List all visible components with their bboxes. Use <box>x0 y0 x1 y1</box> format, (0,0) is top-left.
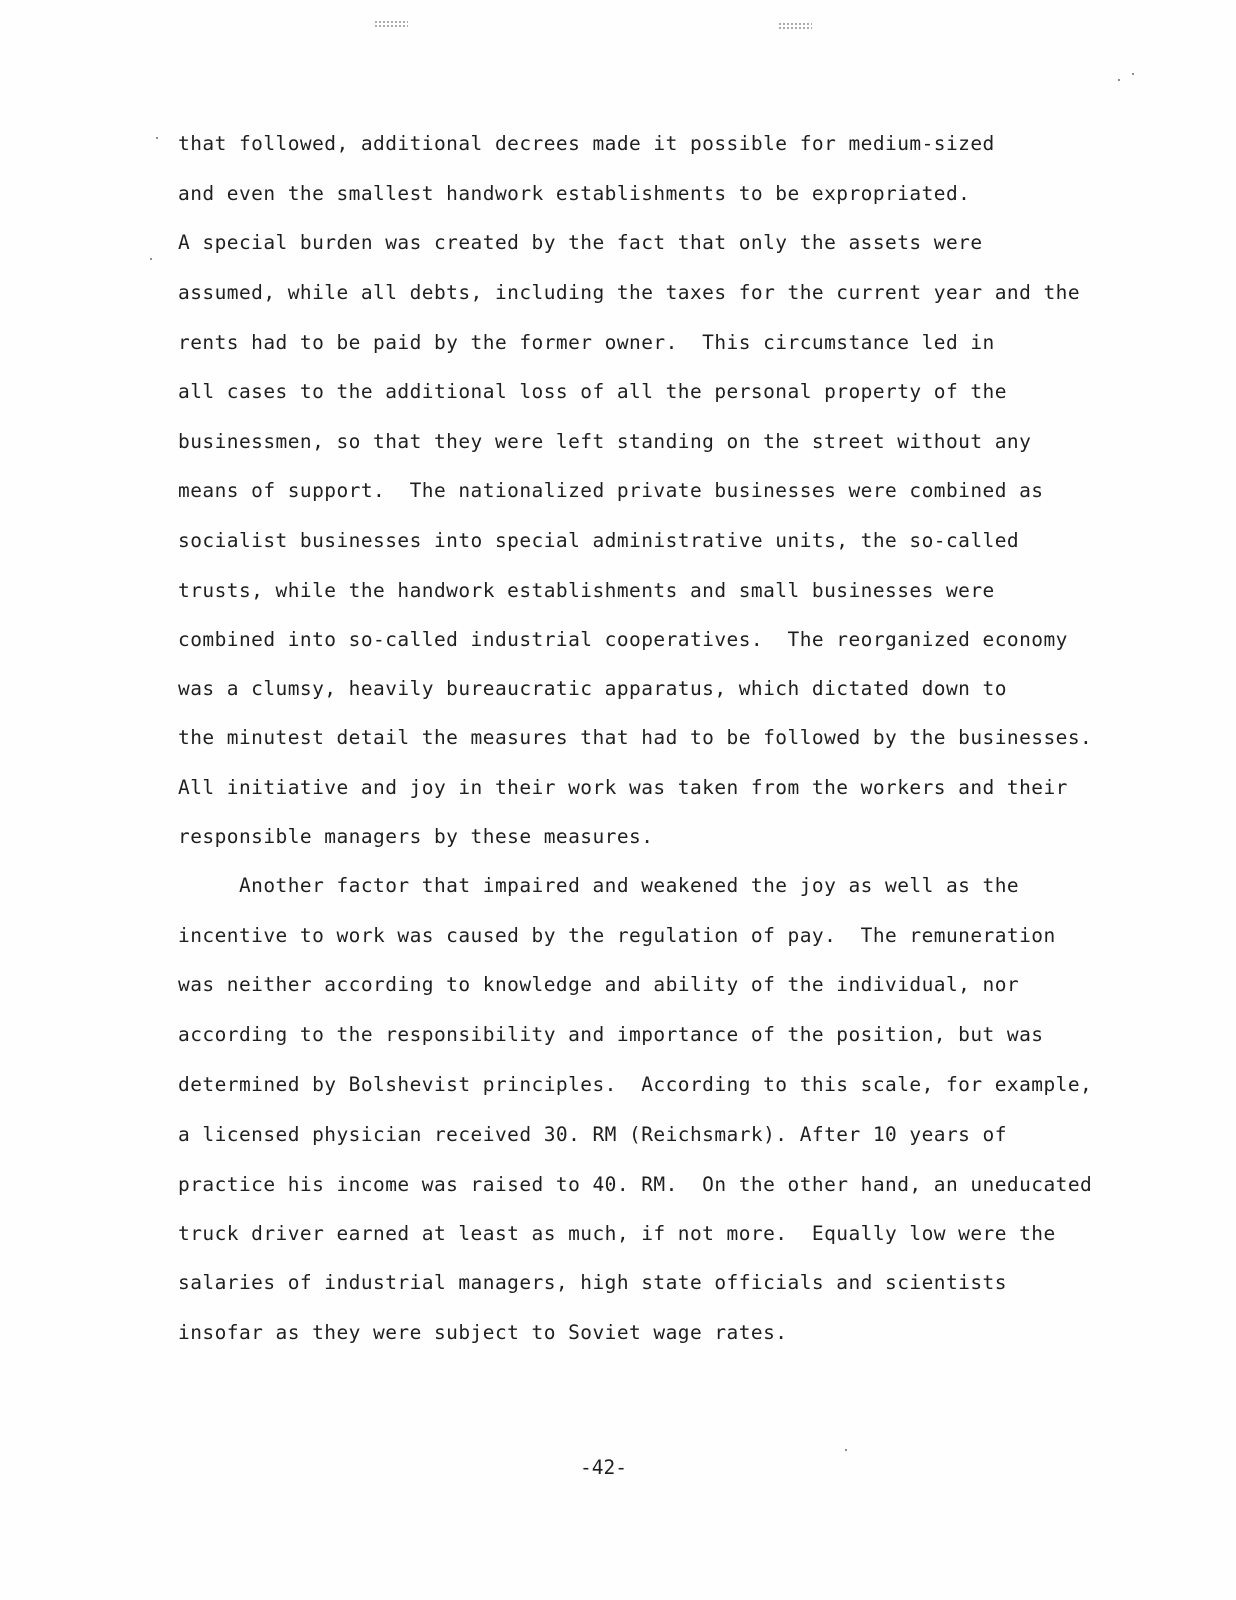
text-line: responsible managers by these measures. <box>178 825 654 848</box>
text-line: the minutest detail the measures that had to be followed by the businesses. <box>178 726 1093 749</box>
text-line: businessmen, so that they were left standing on the street without any <box>178 430 1032 453</box>
text-line: trusts, while the handwork establishments and small businesses were <box>178 579 995 602</box>
text-line: salaries of industrial managers, high state officials and scientists <box>178 1271 1007 1294</box>
text-line: that followed, additional decrees made it possible for medium-sized <box>178 132 995 155</box>
scan-speck <box>150 258 152 260</box>
text-line: a licensed physician received 30. RM (Reichsmark). After 10 years of <box>178 1123 1007 1146</box>
scan-speck <box>845 1449 847 1451</box>
scan-speck <box>156 137 158 139</box>
text-line: was neither according to knowledge and ability of the individual, nor <box>178 973 1020 996</box>
text-line: determined by Bolshevist principles. According to this scale, for example, <box>178 1073 1093 1096</box>
text-line: Another factor that impaired and weakened the joy as well as the <box>178 874 1020 897</box>
text-line: practice his income was raised to 40. RM. On the other hand, an uneducated <box>178 1173 1093 1196</box>
text-line: truck driver earned at least as much, if not more. Equally low were the <box>178 1222 1056 1245</box>
text-line: socialist businesses into special administrative units, the so-called <box>178 529 1020 552</box>
text-line: rents had to be paid by the former owner. This circumstance led in <box>178 331 995 354</box>
scan-artifact-dots <box>778 22 812 30</box>
text-line: A special burden was created by the fact that only the assets were <box>178 231 983 254</box>
text-line: and even the smallest handwork establishments to be expropriated. <box>178 182 971 205</box>
text-line: combined into so-called industrial cooperatives. The reorganized economy <box>178 628 1068 651</box>
text-line: was a clumsy, heavily bureaucratic apparatus, which dictated down to <box>178 677 1007 700</box>
page-number: -42- <box>580 1456 627 1479</box>
scan-speck <box>1118 79 1120 81</box>
text-line: means of support. The nationalized private businesses were combined as <box>178 479 1044 502</box>
scan-speck <box>1132 73 1134 75</box>
text-line: all cases to the additional loss of all the personal property of the <box>178 380 1007 403</box>
scan-artifact-dots <box>374 20 408 28</box>
text-line: assumed, while all debts, including the taxes for the current year and the <box>178 281 1081 304</box>
text-line: All initiative and joy in their work was taken from the workers and their <box>178 776 1068 799</box>
text-line: insofar as they were subject to Soviet wage rates. <box>178 1321 788 1344</box>
text-line: according to the responsibility and importance of the position, but was <box>178 1023 1044 1046</box>
text-line: incentive to work was caused by the regulation of pay. The remuneration <box>178 924 1056 947</box>
